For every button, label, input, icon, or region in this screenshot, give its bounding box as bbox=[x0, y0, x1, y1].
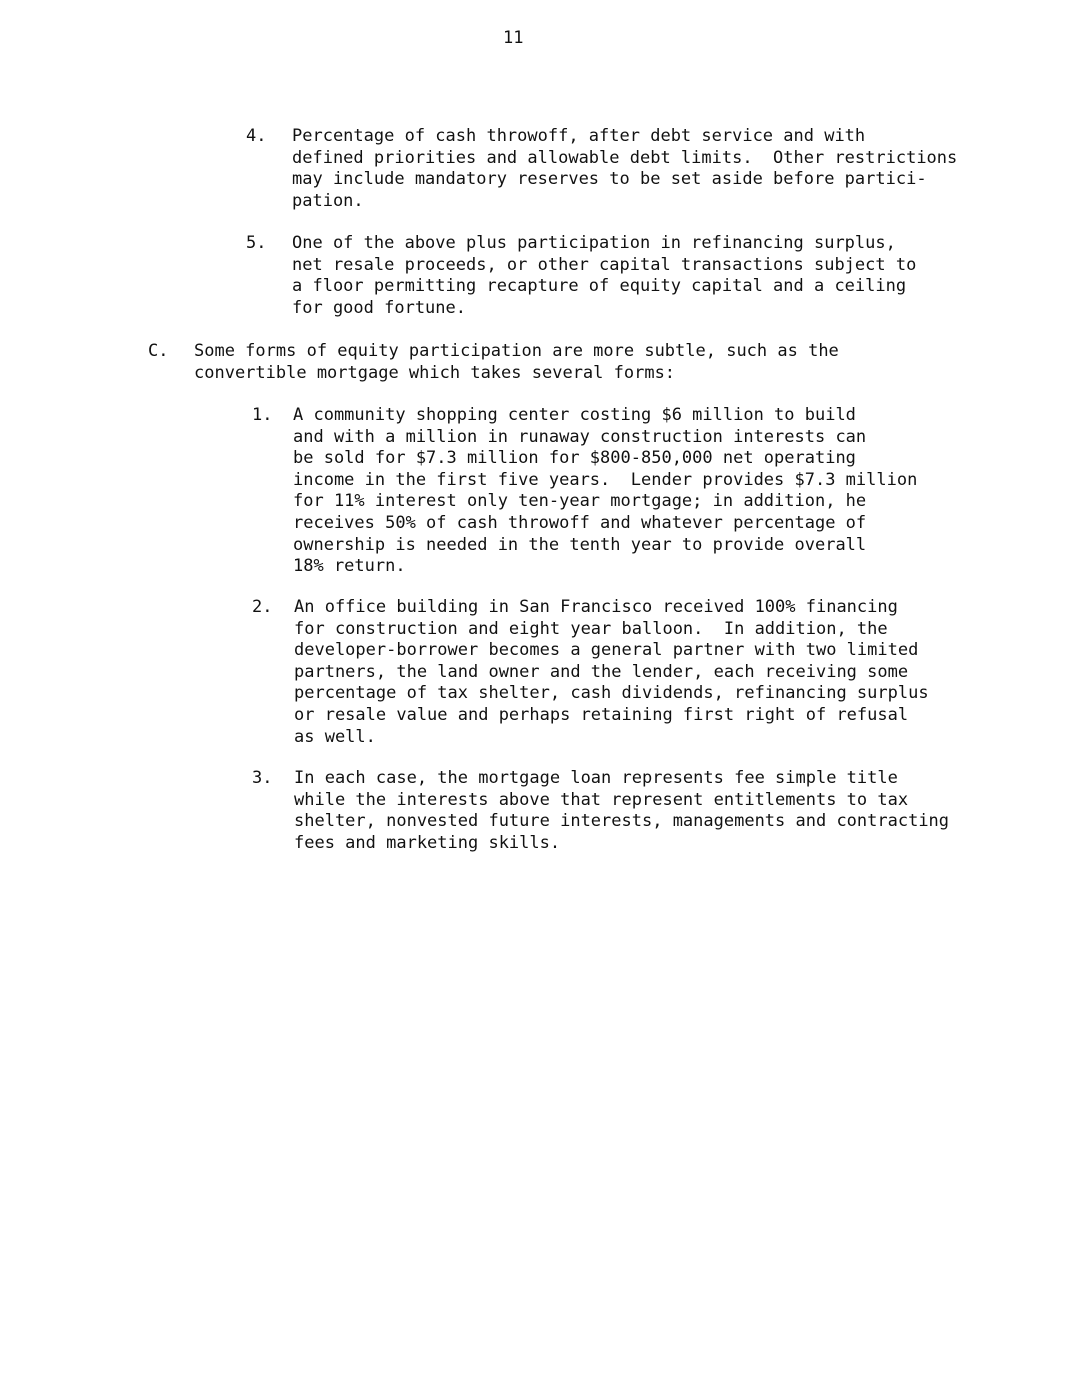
list-marker: 2. bbox=[252, 597, 273, 617]
list-item-text bbox=[294, 597, 1032, 748]
section-c bbox=[148, 341, 1008, 384]
list-item-text bbox=[293, 405, 1032, 578]
list-item-1 bbox=[252, 405, 1032, 578]
text-line: In each case, the mortgage loan represents fee simple title bbox=[294, 768, 898, 788]
text-line: be sold for $7.3 million for $800-850,000 net operating bbox=[293, 448, 856, 469]
text-line: fees and marketing skills. bbox=[294, 832, 561, 853]
text-line: A community shopping center costing $6 million to build bbox=[293, 405, 856, 425]
text-line: may include mandatory reserves to be set aside before partici- bbox=[292, 169, 927, 190]
text-line: defined priorities and allowable debt limits. Other restrictions bbox=[292, 147, 958, 168]
page-number: 11 bbox=[503, 28, 524, 48]
text-line: developer-borrower becomes a general partner with two limited bbox=[294, 640, 919, 661]
text-line: for good fortune. bbox=[292, 297, 466, 318]
list-marker: 4. bbox=[246, 126, 267, 146]
text-line: An office building in San Francisco received 100% financing bbox=[294, 597, 898, 617]
text-line: partners, the land owner and the lender, each receiving some bbox=[294, 661, 909, 682]
text-line: income in the first five years. Lender provides $7.3 million bbox=[293, 469, 918, 490]
list-marker: 3. bbox=[252, 768, 273, 788]
text-line: while the interests above that represent entitlements to tax bbox=[294, 789, 909, 810]
list-item-4 bbox=[246, 126, 1026, 212]
list-item-text bbox=[292, 233, 1026, 319]
list-marker: 5. bbox=[246, 233, 267, 253]
text-line: net resale proceeds, or other capital transactions subject to bbox=[292, 254, 917, 275]
text-line: Percentage of cash throwoff, after debt service and with bbox=[292, 126, 866, 146]
list-marker: 1. bbox=[252, 405, 273, 425]
text-line: for construction and eight year balloon. In addition, the bbox=[294, 618, 888, 639]
text-line: ownership is needed in the tenth year to provide overall bbox=[293, 534, 867, 555]
text-line: or resale value and perhaps retaining first right of refusal bbox=[294, 704, 909, 725]
text-line: and with a million in runaway construction interests can bbox=[293, 426, 867, 447]
text-line: convertible mortgage which takes several forms: bbox=[194, 362, 676, 383]
section-marker: C. bbox=[148, 341, 169, 361]
text-line: a floor permitting recapture of equity capital and a ceiling bbox=[292, 276, 907, 297]
text-line: shelter, nonvested future interests, managements and contracting bbox=[294, 811, 950, 832]
text-line: percentage of tax shelter, cash dividends, refinancing surplus bbox=[294, 683, 929, 704]
text-line: Some forms of equity participation are more subtle, such as the bbox=[194, 341, 839, 361]
section-text bbox=[194, 341, 1008, 384]
text-line: One of the above plus participation in refinancing surplus, bbox=[292, 233, 896, 253]
text-line: receives 50% of cash throwoff and whatever percentage of bbox=[293, 512, 867, 533]
text-line: as well. bbox=[294, 726, 376, 747]
text-line: pation. bbox=[292, 190, 364, 211]
text-line: for 11% interest only ten-year mortgage; in addition, he bbox=[293, 491, 867, 512]
list-item-text bbox=[294, 768, 1032, 854]
list-item-5 bbox=[246, 233, 1026, 319]
list-item-2 bbox=[252, 597, 1032, 748]
list-item-3 bbox=[252, 768, 1032, 854]
list-item-text bbox=[292, 126, 1026, 212]
text-line: 18% return. bbox=[293, 556, 406, 577]
